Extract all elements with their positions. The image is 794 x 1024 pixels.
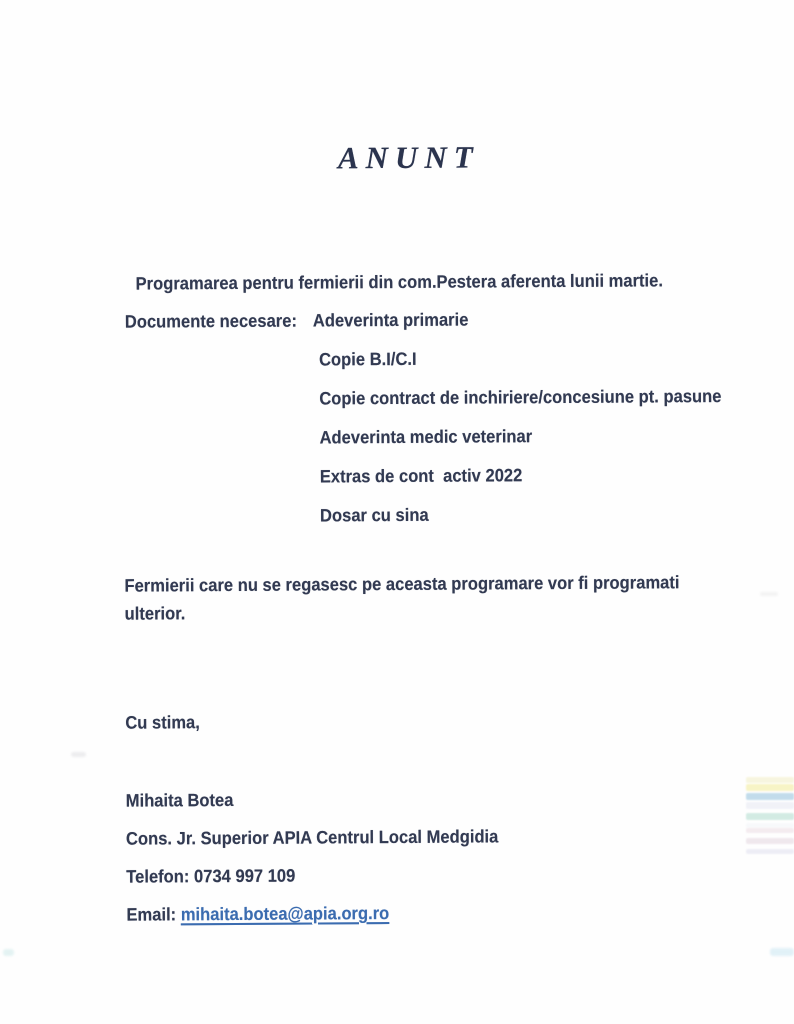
scan-smudge <box>760 592 778 596</box>
email-line <box>96 874 412 954</box>
closing-salutation: Cu stima, <box>125 712 200 733</box>
scan-stripe <box>746 793 794 800</box>
phone-label: Telefon: <box>126 866 190 887</box>
scan-stripe <box>746 828 794 833</box>
email-link[interactable]: mihaita.botea@apia.org.ro <box>180 903 390 925</box>
scan-smudge <box>71 752 86 757</box>
scan-stripe <box>746 838 794 844</box>
document-item: Dosar cu sina <box>319 504 429 526</box>
announcement-title: ANUNT <box>337 139 480 176</box>
phone-number: 0734 997 109 <box>193 865 296 887</box>
email-label: Email: <box>126 904 177 925</box>
document-item: Adeverinta primarie <box>312 309 469 331</box>
document-item: Extras de cont activ 2022 <box>319 465 523 487</box>
scan-stripe <box>746 813 794 820</box>
scan-stripe <box>746 784 794 791</box>
scan-smudge <box>770 948 794 956</box>
document-item: Copie contract de inchiriere/concesiune pt. pasune <box>319 386 722 409</box>
document-item: Copie B.I/C.I <box>319 348 417 370</box>
document-item: Adeverinta medic veterinar <box>319 426 533 448</box>
scan-smudge <box>3 949 14 956</box>
signatory-role: Cons. Jr. Superior APIA Centrul Local Medgidia <box>125 826 499 849</box>
scan-stripe <box>746 849 794 854</box>
signatory-name: Mihaita Botea <box>125 790 234 811</box>
note-line-1: Fermierii care nu se regasesc pe aceasta programare vor fi programati <box>124 572 680 596</box>
scan-stripe <box>746 777 794 783</box>
documents-label: Documente necesare: <box>124 310 298 332</box>
intro-paragraph: Programarea pentru fermierii din com.Pestera aferenta lunii martie. <box>135 270 664 294</box>
note-line-2: ulterior. <box>124 603 186 624</box>
scan-stripe <box>746 802 794 809</box>
